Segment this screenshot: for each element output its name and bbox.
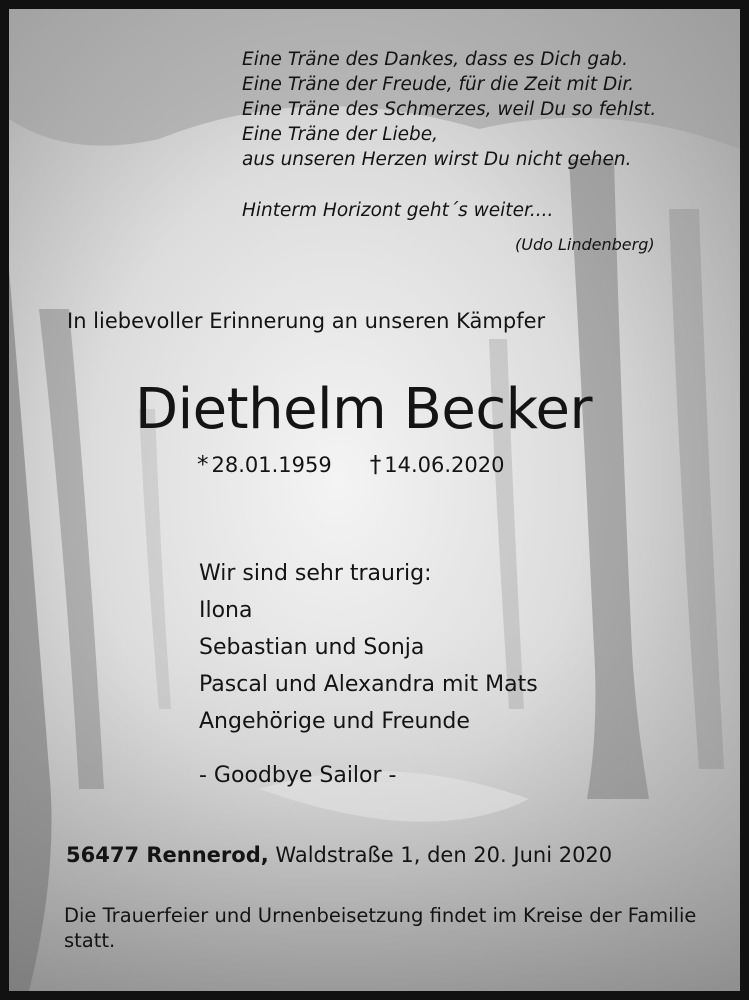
- death-cross-icon: †: [369, 452, 382, 478]
- farewell-line: - Goodbye Sailor -: [199, 763, 397, 788]
- mourner-name: Ilona: [199, 598, 253, 623]
- deceased-name: Diethelm Becker: [135, 377, 593, 442]
- poem-line: Eine Träne des Dankes, dass es Dich gab.: [242, 49, 629, 70]
- mourner-name: Sebastian und Sonja: [199, 635, 425, 660]
- poem-spacer: [242, 172, 656, 198]
- birth-date: 28.01.1959: [211, 453, 332, 477]
- poem-line: Eine Träne der Freude, für die Zeit mit Dir.: [242, 74, 635, 95]
- funeral-note: Die Trauerfeier und Urnenbeisetzung findet im Kreise der Familie statt.: [64, 904, 697, 952]
- birth-star-icon: *: [197, 452, 209, 478]
- address-date: Waldstraße 1, den 20. Juni 2020: [268, 843, 613, 867]
- mourner-name: Pascal und Alexandra mit Mats: [199, 672, 538, 697]
- poem-quote: Hinterm Horizont geht´s weiter....: [242, 200, 554, 221]
- place-date-line: [66, 843, 612, 867]
- quote-author: (Udo Lindenberg): [515, 235, 655, 254]
- mourners-intro: Wir sind sehr traurig:: [199, 561, 432, 586]
- poem-line: aus unseren Herzen wirst Du nicht gehen.: [242, 149, 632, 170]
- mourner-name: Angehörige und Freunde: [199, 709, 470, 734]
- life-dates: [197, 452, 505, 478]
- town: 56477 Rennerod,: [66, 843, 269, 867]
- death-date: 14.06.2020: [384, 453, 505, 477]
- poem-line: Eine Träne der Liebe,: [242, 124, 439, 145]
- mourners-block: [199, 555, 538, 740]
- poem-block: [242, 47, 656, 223]
- poem-line: Eine Träne des Schmerzes, weil Du so fehlst.: [242, 99, 657, 120]
- memory-line: In liebevoller Erinnerung an unseren Kämpfer: [67, 309, 546, 333]
